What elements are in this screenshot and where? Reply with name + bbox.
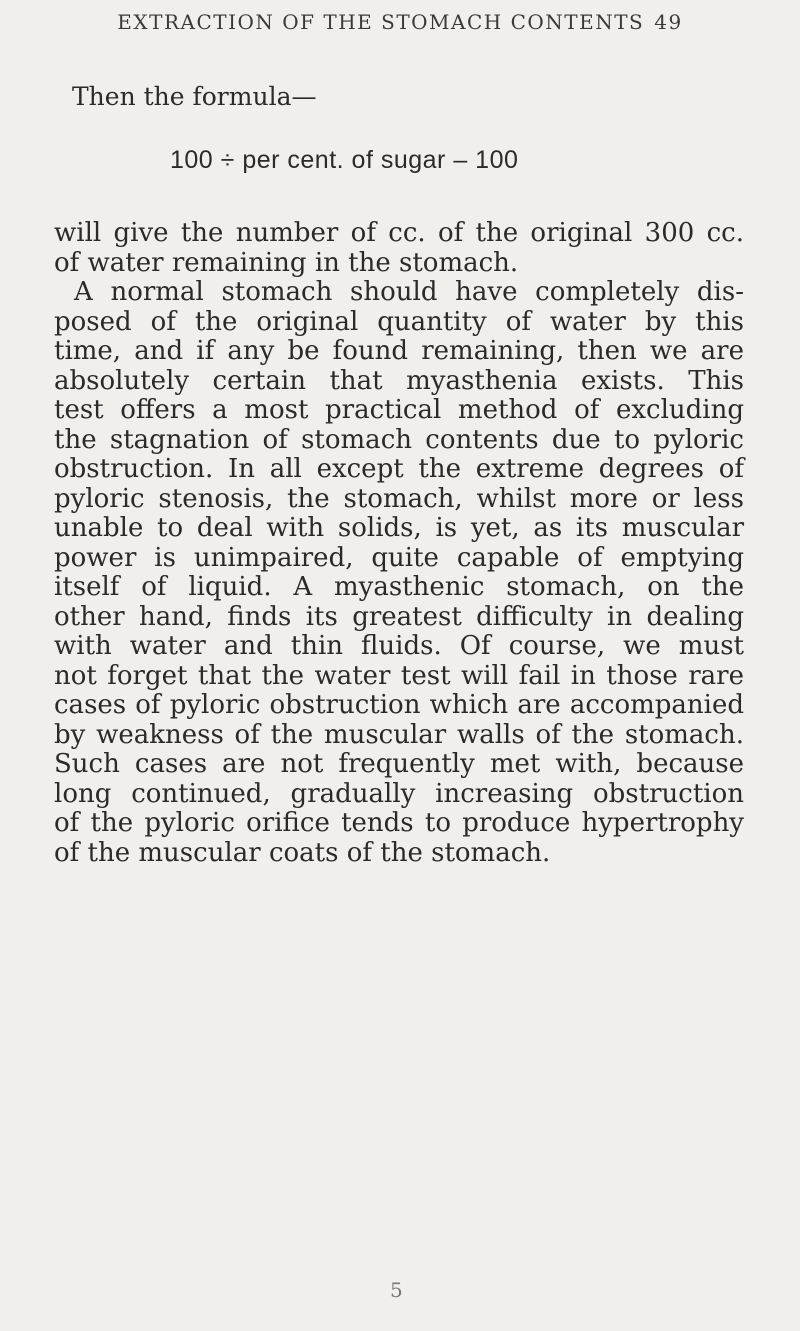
text-line: A normal stomach should have completely dis-: [74, 277, 744, 307]
text-line: with water and thin fluids. Of course, we must: [54, 631, 744, 661]
text-line: not forget that the water test will fail in those rare: [54, 660, 744, 691]
text-line: long continued, gradually increasing obstruction: [54, 778, 744, 809]
text-line: Such cases are not frequently met with, because: [54, 749, 744, 779]
text-line: pyloric stenosis, the stomach, whilst more or less: [54, 483, 744, 514]
text-line: of the muscular coats of the stomach.: [54, 837, 551, 868]
text-line: cases of pyloric obstruction which are accompanied: [54, 690, 744, 720]
page-number: 49: [654, 10, 683, 34]
formula-intro: Then the formula—: [72, 82, 317, 111]
signature-mark: 5: [390, 1278, 403, 1302]
text-line: of water remaining in the stomach.: [54, 247, 519, 278]
text-line: the stagnation of stomach contents due to pyloric: [54, 424, 744, 455]
text-line: will give the number of cc. of the original 300 cc.: [54, 218, 744, 248]
text-line: itself of liquid. A myasthenic stomach, on the: [54, 572, 744, 602]
text-line: absolutely certain that myasthenia exists. This: [54, 365, 744, 396]
formula: 100 ÷ per cent. of sugar – 100: [170, 146, 519, 174]
text-line: time, and if any be found remaining, then we are: [54, 336, 744, 366]
running-head: [0, 10, 800, 34]
text-line: other hand, finds its greatest difficulty in dealing: [54, 601, 744, 632]
text-line: posed of the original quantity of water by this: [54, 306, 744, 337]
text-line: power is unimpaired, quite capable of emptying: [54, 542, 744, 573]
text-line: unable to deal with solids, is yet, as its muscular: [54, 513, 744, 543]
text-line: test offers a most practical method of excluding: [54, 395, 744, 425]
text-line: by weakness of the muscular walls of the stomach.: [54, 719, 744, 750]
text-line: of the pyloric orifice tends to produce hypertrophy: [54, 808, 744, 838]
body-text: [54, 219, 744, 868]
running-head-title: EXTRACTION OF THE STOMACH CONTENTS: [117, 10, 645, 34]
text-line: obstruction. In all except the extreme degrees of: [54, 454, 744, 484]
